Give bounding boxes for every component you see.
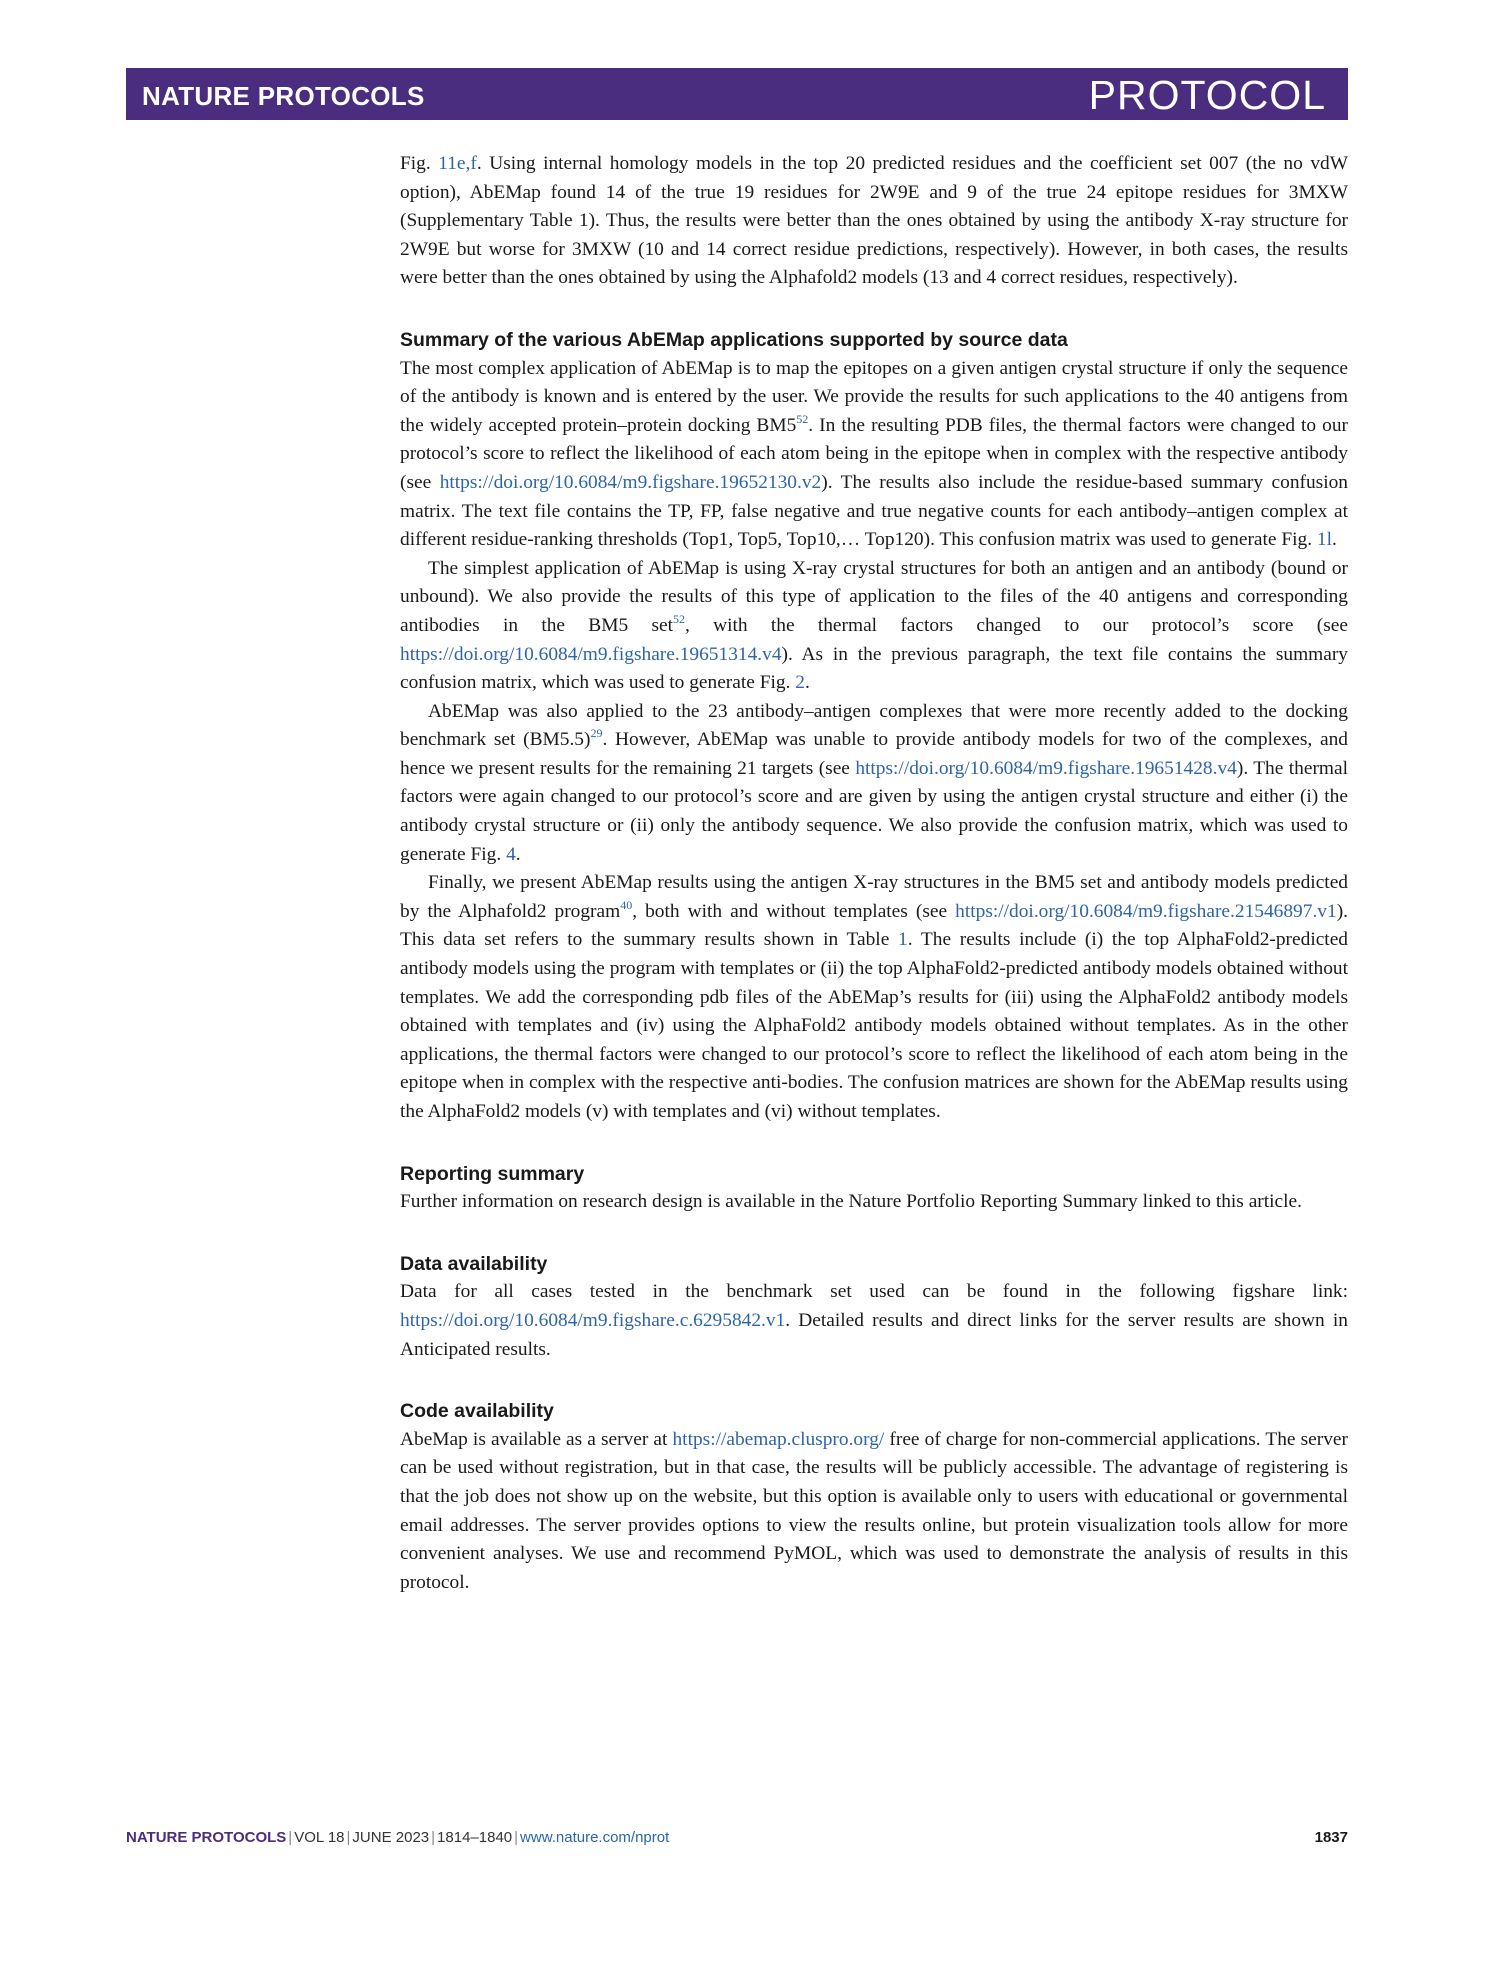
section-heading-data-availability: Data availability [400,1252,548,1275]
doi-link[interactable]: https://doi.org/10.6084/m9.figshare.19651428.v4 [855,757,1237,779]
doi-link[interactable]: https://doi.org/10.6084/m9.figshare.21546897.v1 [955,900,1337,922]
journal-name: NATURE PROTOCOLS [142,81,425,111]
intro-text-1: Fig. [400,153,439,174]
article-type: PROTOCOL [1088,72,1326,118]
citation-ref[interactable]: 52 [796,411,809,426]
footer-separator: | [514,1829,519,1846]
text: The most complex application of AbEMap is to map the epitopes on a given antigen crystal structure if only the sequence of the antibody is known and is entered by the user. We provide the results for such applications to the 40 antigens from the widely accepted protein–protein docking BM5 [400,357,1348,436]
summary-paragraph-3 [400,698,1348,870]
figure-ref-11ef[interactable]: 11e,f [438,153,477,174]
text: . [515,843,521,865]
server-link[interactable]: https://abemap.cluspro.org/ [672,1428,885,1450]
text: , with the thermal factors changed to our protocol’s score (see [685,614,1348,636]
doi-link[interactable]: https://doi.org/10.6084/m9.figshare.c.6295842.v1 [400,1309,786,1331]
figure-ref[interactable]: 2 [795,672,805,694]
text: AbEMap was also applied to the 23 antibody–antigen complexes that were more recently added to the docking benchmark set (BM5.5) [400,700,1348,751]
figure-ref[interactable]: 4 [506,843,516,865]
text: . However, AbEMap was unable to provide antibody models for two of the complexes, and hence we present results for the remaining 21 targets (see [400,729,1348,779]
text: Data for all cases tested in the benchmark set used can be found in the following figshare link: [400,1281,1348,1303]
text: free of charge for non-commercial applications. The server can be used without registration, but in that case, the results will be publicly accessible. The advantage of registering is that the job does not show up on the website, but this option is available only to users with educational or governmental email addresses. The server provides options to view the results online, but protein visualization tools allow for more convenient analyses. We use and recommend PyMOL, which was used to demonstrate the analysis of results in this protocol. [400,1428,1348,1593]
doi-link[interactable]: https://doi.org/10.6084/m9.figshare.19652130.v2 [439,471,822,493]
footer-separator: | [288,1829,293,1846]
summary-paragraph-2 [400,555,1348,698]
journal-header-bar [126,68,1348,120]
section-heading-reporting: Reporting summary [400,1162,585,1185]
section-heading-summary: Summary of the various AbEMap applications supported by source data [400,328,1068,351]
footer-volume: VOL 18 [294,1829,345,1846]
section-heading-code-availability: Code availability [400,1400,554,1423]
text: AbeMap is available as a server at [400,1428,673,1450]
text: ). This data set refers to the summary results shown in Table [400,900,1349,951]
citation-ref[interactable]: 52 [673,611,685,626]
text: . In the resulting PDB files, the thermal factors were changed to our protocol’s score to reflect the likelihood of each atom being in the epitope when in complex with the respective antibody (see [400,414,1348,493]
citation-ref[interactable]: 29 [590,726,603,741]
footer-date: JUNE 2023 [352,1829,430,1846]
table-ref[interactable]: 1 [898,929,908,951]
text: ). The results also include the residue-based summary confusion matrix. The text file contains the TP, FP, false negative and true negative counts for each antibody–antigen complex at different residue-ranking thresholds (Top1, Top5, Top10,… Top120). This confusion matrix was used to generate Fig. [400,471,1348,551]
intro-paragraph [400,150,1348,293]
footer-pages: 1814–1840 [437,1829,513,1846]
doi-link[interactable]: https://doi.org/10.6084/m9.figshare.19651314.v4 [400,643,782,665]
citation-ref[interactable]: 40 [620,897,633,912]
summary-paragraph-1 [400,355,1348,555]
page-footer [126,1829,1348,1846]
footer-separator: | [346,1829,351,1846]
text: . The results include (i) the top AlphaFold2-predicted antibody models using the program with templates or (ii) the top AlphaFold2-predicted antibody models obtained without templates. We add the corresponding pdb files of the AbEMap’s results for (iii) using the AlphaFold2 antibody models obtained with templates and (iv) using the AlphaFold2 antibody models obtained without templates. As in the other applications, the thermal factors were changed to our protocol’s score to reflect the likelihood of each atom being in the epitope when in complex with the respective anti-bodies. The confusion matrices are shown for the AbEMap results using the AlphaFold2 models (v) with templates and (vi) without templates. [400,929,1348,1122]
footer-journal: NATURE PROTOCOLS [126,1829,287,1846]
article-body [400,150,1348,1597]
text: . [1332,529,1337,551]
footer-separator: | [431,1829,436,1846]
page-number: 1837 [1314,1829,1348,1846]
footer-url-link[interactable]: www.nature.com/nprot [520,1829,670,1846]
summary-paragraph-4 [400,869,1348,1126]
reporting-paragraph: Further information on research design is available in the Nature Portfolio Reporting Summary linked to this article. [400,1191,1302,1213]
text: Finally, we present AbEMap results using the antigen X-ray structures in the BM5 set and antibody models predicted by the Alphafold2 program [400,872,1348,922]
text: , both with and without templates (see [632,900,956,922]
text: . Detailed results and direct links for the server results are shown in Anticipated results. [400,1309,1348,1360]
intro-text-2: . Using internal homology models in the top 20 predicted residues and the coefficient set 007 (the no vdW option), AbEMap found 14 of the true 19 residues for 2W9E and 9 of the true 24 epitope residues for 3MXW (Supplementary Table 1). Thus, the results were better than the ones obtained by using the antibody X-ray structure for 2W9E but worse for 3MXW (10 and 14 correct residue predictions, respectively). However, in both cases, the results were better than the ones obtained by using the Alphafold2 models (13 and 4 correct residues, respectively). [400,153,1349,289]
figure-ref[interactable]: 1l [1316,529,1333,551]
code-availability-paragraph [400,1426,1348,1598]
text: ). As in the previous paragraph, the text file contains the summary confusion matrix, which was used to generate Fig. [400,643,1348,694]
data-availability-paragraph [400,1278,1348,1364]
text: . [804,672,810,694]
text: The simplest application of AbEMap is using X-ray crystal structures for both an antigen and an antibody (bound or unbound). We also provide the results of this type of application to the files of the 40 antigens and corresponding antibodies in the BM5 set [400,557,1348,636]
text: ). The thermal factors were again changed to our protocol’s score and are given by using the antigen crystal structure and either (i) the antibody crystal structure or (ii) only the antibody sequence. We also provide the confusion matrix, which was used to generate Fig. [400,757,1348,865]
